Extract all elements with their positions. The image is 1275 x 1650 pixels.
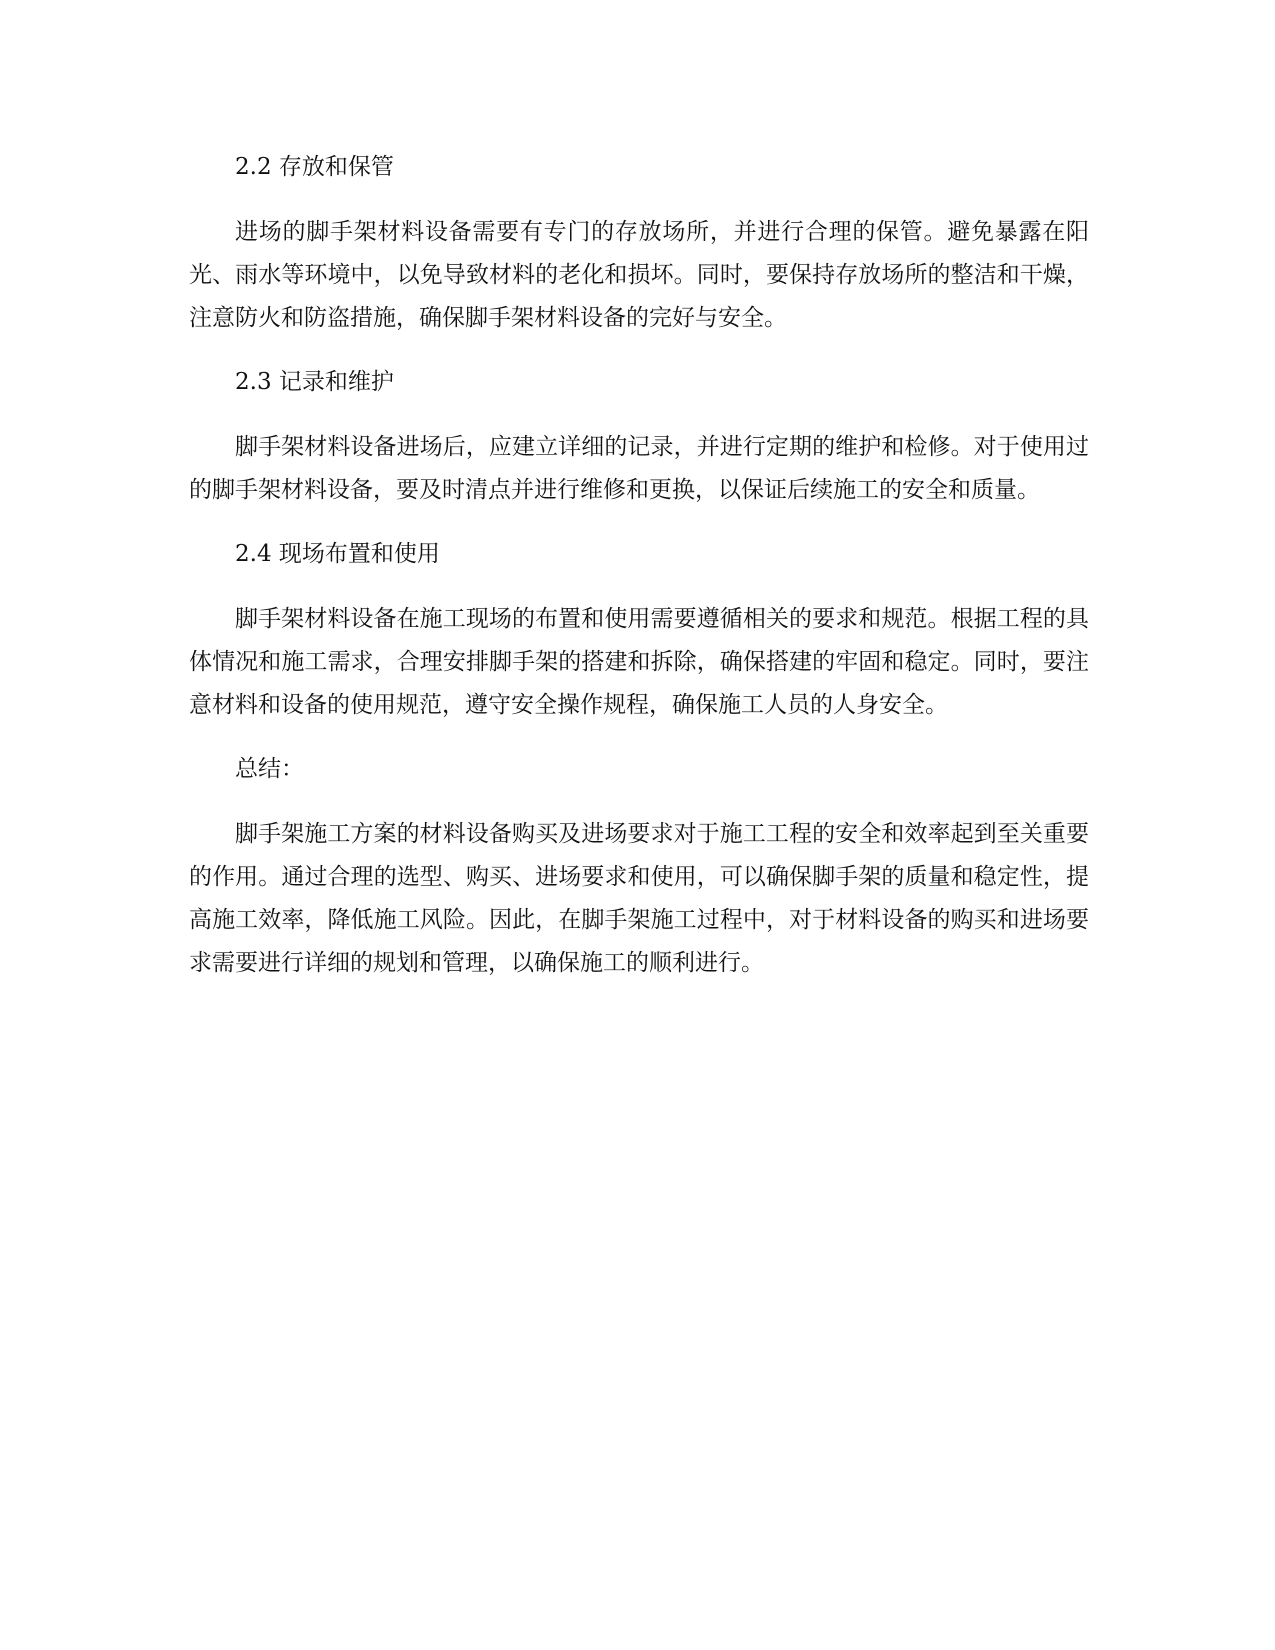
section-heading-records: 2.3 记录和维护	[235, 369, 394, 395]
document-body	[189, 146, 1089, 985]
section-heading-site-layout: 2.4 现场布置和使用	[235, 541, 440, 567]
section-heading-summary: 总结：	[235, 756, 304, 782]
section-paragraph-site-layout: 脚手架材料设备在施工现场的布置和使用需要遵循相关的要求和规范。根据工程的具体情况和施工需求，合理安排脚手架的搭建和拆除，确保搭建的牢固和稳定。同时，要注意材料和设备的使用规范，遵守安全操作规程，确保施工人员的人身安全。	[189, 606, 1089, 718]
section-paragraph-records: 脚手架材料设备进场后，应建立详细的记录，并进行定期的维护和检修。对于使用过的脚手架材料设备，要及时清点并进行维修和更换，以保证后续施工的安全和质量。	[189, 434, 1089, 503]
section-paragraph-summary: 脚手架施工方案的材料设备购买及进场要求对于施工工程的安全和效率起到至关重要的作用。通过合理的选型、购买、进场要求和使用，可以确保脚手架的质量和稳定性，提高施工效率，降低施工风险。因此，在脚手架施工过程中，对于材料设备的购买和进场要求需要进行详细的规划和管理，以确保施工的顺利进行。	[189, 821, 1089, 976]
section-heading-storage: 2.2 存放和保管	[235, 154, 394, 180]
section-paragraph-storage: 进场的脚手架材料设备需要有专门的存放场所，并进行合理的保管。避免暴露在阳光、雨水等环境中，以免导致材料的老化和损坏。同时，要保持存放场所的整洁和干燥，注意防火和防盗措施，确保脚手架材料设备的完好与安全。	[189, 219, 1089, 331]
